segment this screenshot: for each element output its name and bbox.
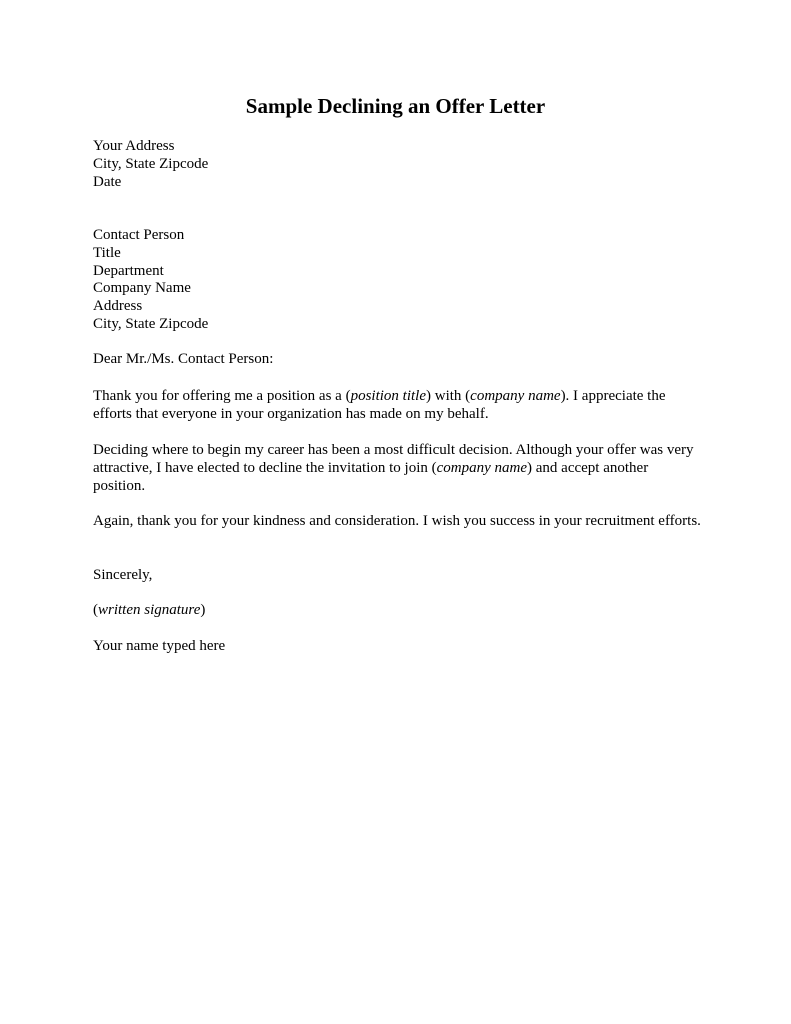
sender-address-block xyxy=(93,138,703,191)
recipient-company-name: Company Name xyxy=(93,280,191,297)
sender-address: Your Address xyxy=(93,138,175,154)
recipient-title: Title xyxy=(93,244,121,261)
page-title: Sample Declining an Offer Letter xyxy=(245,94,546,118)
salutation: Dear Mr./Ms. Contact Person: xyxy=(93,351,274,367)
paragraph-2-text-a: Deciding where to begin my career has been a most difficult decision. Although your offer was very attractive, I have elected to decline the invitation to join ( xyxy=(93,442,694,476)
recipient-city-state-zip: City, State Zipcode xyxy=(93,315,209,332)
recipient-contact-person: Contact Person xyxy=(93,227,185,243)
paragraph-1-text-b: ) with ( xyxy=(426,388,471,404)
paragraph-1-position-title: position title xyxy=(350,388,426,404)
signature-placeholder xyxy=(93,602,703,620)
recipient-department: Department xyxy=(93,262,164,279)
paragraph-appreciation xyxy=(93,388,703,424)
signature-open-paren: ( xyxy=(93,602,98,618)
closing: Sincerely, xyxy=(93,567,153,583)
signature-close-paren: ) xyxy=(200,602,206,618)
paragraph-2-text-b: ) and accept another position. xyxy=(93,459,649,494)
paragraph-1-text-c: ). I appreciate the efforts that everyone in your organization has made on my behalf. xyxy=(93,388,666,422)
paragraph-1-text-a: Thank you for offering me a position as a ( xyxy=(93,388,351,404)
paragraph-decision xyxy=(93,442,703,495)
paragraph-1-company-name: company name xyxy=(470,388,561,404)
sender-city-state-zip: City, State Zipcode xyxy=(93,155,209,172)
recipient-address-block xyxy=(93,227,703,334)
signature-text: written signature xyxy=(98,602,201,618)
letter-date: Date xyxy=(93,173,122,190)
typed-name: Your name typed here xyxy=(93,638,226,654)
paragraph-2-company-name: company name xyxy=(436,459,528,476)
recipient-address: Address xyxy=(93,298,143,315)
paragraph-thanks: Again, thank you for your kindness and consideration. I wish you success in your recruitment efforts. xyxy=(93,513,701,529)
